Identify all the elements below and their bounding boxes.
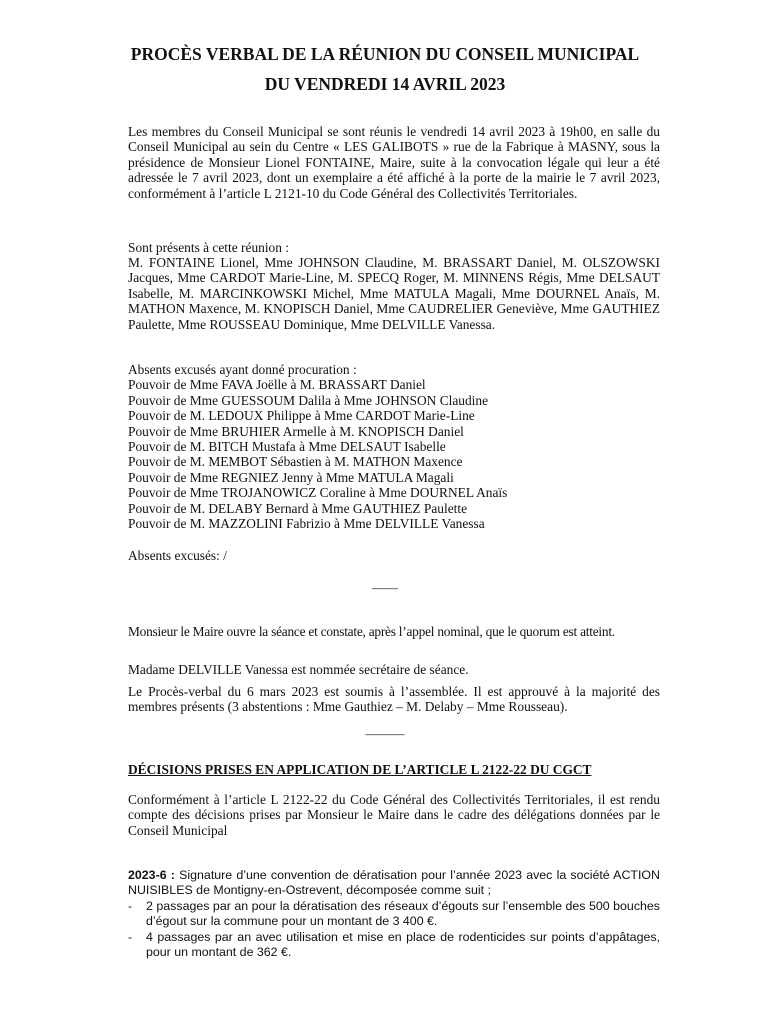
bullet-dash: - xyxy=(128,898,133,913)
procurations-section xyxy=(128,362,660,531)
procuration-item: Pouvoir de M. LEDOUX Philippe à Mme CARDOT Marie-Line xyxy=(128,408,475,424)
procuration-item: Pouvoir de Mme BRUHIER Armelle à M. KNOPISCH Daniel xyxy=(128,423,464,439)
decisions-heading: DÉCISIONS PRISES EN APPLICATION DE L’ARTICLE L 2122-22 DU CGCT xyxy=(128,762,592,777)
decision-item-1 xyxy=(128,899,660,930)
document-title-line2: DU VENDREDI 14 AVRIL 2023 xyxy=(264,74,506,94)
procuration-item: Pouvoir de M. MAZZOLINI Fabrizio à Mme DELVILLE Vanessa xyxy=(128,516,485,532)
procuration-item: Pouvoir de M. DELABY Bernard à Mme GAUTHIEZ Paulette xyxy=(128,500,468,516)
intro-paragraph: Les membres du Conseil Municipal se sont réunis le vendredi 14 avril 2023 à 19h00, en salle du Conseil Municipal au sein du Centre « LES GALIBOTS » rue de la Fabrique à MASNY, sous la présidence de Monsieur Lionel FONTAINE, Maire, suite à la convocation légale qui leur a été adressée le 7 avril 2023, dont un exemplaire a été affiché à la porte de la mairie le 7 avril 2023, conformément à l’article L 2121-10 du Code Général des Collectivités Territoriales. xyxy=(128,124,660,201)
quorum-statement: Monsieur le Maire ouvre la séance et constate, après l’appel nominal, que le quorum est atteint. xyxy=(128,624,615,639)
decision-item-2 xyxy=(128,930,660,961)
separator-line: ——— xyxy=(365,726,405,741)
document-title-line1: PROCÈS VERBAL DE LA RÉUNION DU CONSEIL MUNICIPAL xyxy=(130,44,640,64)
decision-item-text: 4 passages par an avec utilisation et mise en place de rodenticides sur points d’appâtages, pour un montant de 362 €. xyxy=(146,929,660,960)
bullet-dash: - xyxy=(128,929,133,944)
procuration-item: Pouvoir de Mme TROJANOWICZ Coraline à Mme DOURNEL Anaïs xyxy=(128,485,508,501)
decision-description: Signature d’une convention de dératisation pour l’année 2023 avec la société ACTION NUISIBLES de Montigny-en-Ostrevent, décomposée comme suit ; xyxy=(128,868,660,898)
separator-line: —— xyxy=(372,580,398,595)
procuration-item: Pouvoir de M. BITCH Mustafa à Mme DELSAUT Isabelle xyxy=(128,439,446,455)
decision-text xyxy=(128,868,660,899)
presents-list: M. FONTAINE Lionel, Mme JOHNSON Claudine, M. BRASSART Daniel, M. OLSZOWSKI Jacques, Mme CARDOT Marie-Line, M. SPECQ Roger, M. MINNENS Régis, Mme DELSAUT Isabelle, M. MARCINKOWSKI Michel, Mme MATULA Magali, Mme DOURNEL Anaïs, M. MATHON Maxence, M. KNOPISCH Daniel, Mme CAUDRELIER Geneviève, Mme GAUTHIEZ Paulette, Mme ROUSSEAU Dominique, Mme DELVILLE Vanessa. xyxy=(128,255,660,332)
secretary-statement: Madame DELVILLE Vanessa est nommée secrétaire de séance. xyxy=(128,662,469,677)
presents-label: Sont présents à cette réunion : xyxy=(128,240,290,255)
decision-item-text: 2 passages par an pour la dératisation des réseaux d’égouts sur l’ensemble des 500 bouches d’égout sur la commune pour un montant de 3 400 €. xyxy=(146,898,660,929)
pv-approval-statement: Le Procès-verbal du 6 mars 2023 est soumis à l’assemblée. Il est approuvé à la majorité des membres présents (3 abstentions : Mme Gauthiez – M. Delaby – Mme Rousseau). xyxy=(128,684,660,715)
procuration-item: Pouvoir de M. MEMBOT Sébastien à M. MATHON Maxence xyxy=(128,454,463,470)
procuration-item: Pouvoir de Mme FAVA Joëlle à M. BRASSART Daniel xyxy=(128,377,426,393)
absents-excuses: Absents excusés: / xyxy=(128,548,227,563)
decision-2023-6 xyxy=(128,868,660,960)
procuration-item: Pouvoir de Mme GUESSOUM Dalila à Mme JOHNSON Claudine xyxy=(128,392,489,408)
procuration-item: Pouvoir de Mme REGNIEZ Jenny à Mme MATULA Magali xyxy=(128,469,454,485)
decisions-intro: Conformément à l’article L 2122-22 du Code Général des Collectivités Territoriales, il est rendu compte des décisions prises par Monsieur le Maire dans le cadre des délégations données par le Conseil Municipal xyxy=(128,792,660,838)
decision-number: 2023-6 : xyxy=(128,868,175,882)
procurations-label: Absents excusés ayant donné procuration : xyxy=(128,362,357,377)
